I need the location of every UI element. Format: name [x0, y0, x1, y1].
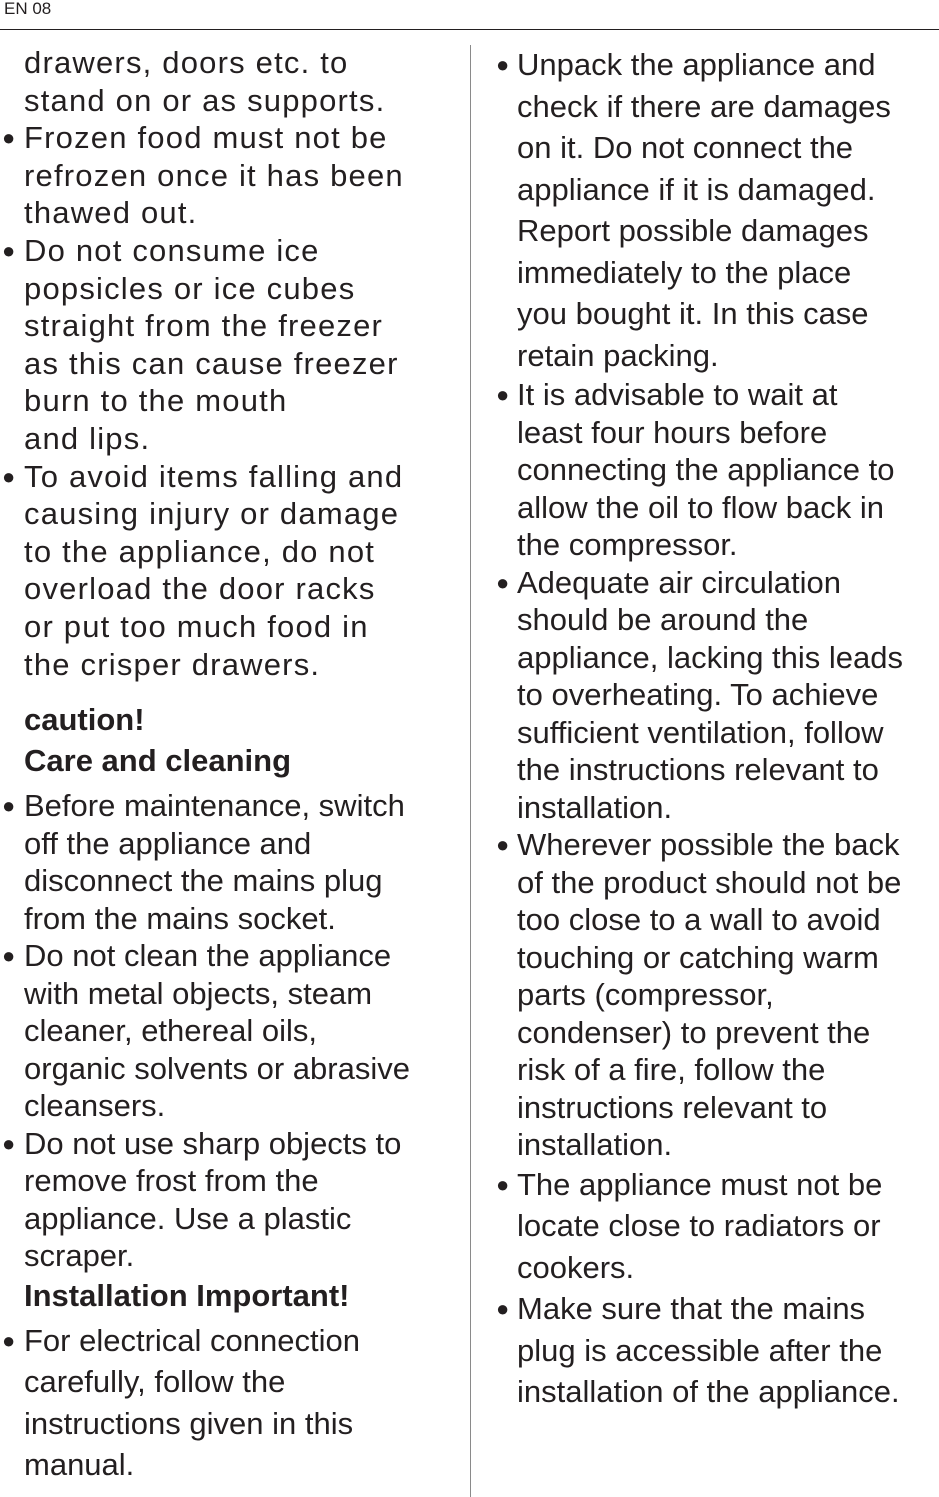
list-item: [496, 1164, 939, 1289]
list-item-text: The appliance must not be locate close to radiators or cookers.: [517, 1166, 883, 1285]
list-item-text: For electrical connection carefully, follow the instructions given in this manual.: [24, 1322, 360, 1483]
list-item: [0, 1125, 462, 1275]
list-item-text: It is advisable to wait at least four hours before connecting the appliance to allow the oil to flow back in the compressor.: [517, 377, 895, 562]
bullet-icon: ●: [2, 1327, 16, 1353]
bullet-icon: ●: [496, 569, 510, 595]
left-column: [0, 44, 462, 1486]
bullet-icon: ●: [2, 125, 17, 151]
list-item: [0, 937, 462, 1125]
bullet-icon: ●: [2, 237, 17, 263]
list-item: [496, 376, 939, 564]
list-item-text: To avoid items falling and causing injury or damage to the appliance, do not overload the door racks or put too much food in the crisper drawers.: [24, 458, 404, 682]
list-item: [0, 787, 462, 937]
right-column: [496, 44, 939, 1413]
list-item-text: Do not clean the appliance with metal objects, steam cleaner, ethereal oils, organic solvents or abrasive cleansers.: [24, 938, 410, 1124]
bullet-icon: ●: [2, 793, 16, 819]
page-number-label: EN 08: [4, 0, 52, 18]
continuation-paragraph: [0, 44, 462, 119]
bullet-icon: ●: [496, 832, 510, 857]
list-item: [0, 232, 462, 458]
list-item-text: Do not use sharp objects to remove frost from the appliance. Use a plastic scraper.: [24, 1125, 402, 1274]
list-item: [496, 44, 939, 376]
list-item: [0, 1320, 462, 1486]
bullet-icon: ●: [2, 943, 16, 969]
section-heading-installation: Installation Important!: [24, 1277, 350, 1313]
bullet-icon: ●: [496, 1171, 510, 1197]
list-item-text: Adequate air circulation should be around the appliance, lacking this leads to overheating. To achieve sufficient ventilation, follow the instructions relevant to installation.: [517, 564, 904, 825]
list-item-text: Do not consume ice popsicles or ice cubes straight from the freezer as this can cause freezer burn to the mouth and lips.: [24, 232, 399, 456]
bullet-icon: ●: [496, 382, 510, 407]
list-item: [0, 458, 462, 684]
list-item-text: Frozen food must not be refrozen once it has been thawed out.: [24, 120, 404, 231]
bullet-icon: ●: [496, 1296, 510, 1321]
header-divider: [0, 29, 939, 30]
column-divider: [470, 45, 471, 1497]
list-item-text: Make sure that the mains plug is accessible after the installation of the appliance.: [517, 1291, 900, 1409]
list-item: [496, 564, 939, 827]
bullet-icon: ●: [496, 52, 510, 77]
list-item-text: Unpack the appliance and check if there are damages on it. Do not connect the appliance if it is damaged. Report possible damages immediately to the place you bought it. In this case retain packing.: [517, 47, 891, 373]
list-item-text: Wherever possible the back of the product should not be too close to a wall to avoid touching or catching warm parts (compressor, condenser) to prevent the risk of a fire, follow the instructions relevant to installation.: [517, 827, 902, 1162]
continuation-text: drawers, doors etc. to stand on or as supports.: [24, 45, 386, 118]
list-item: [496, 1288, 939, 1413]
list-item: [496, 826, 939, 1164]
section-heading-care-cleaning: caution! Care and cleaning: [24, 702, 292, 779]
list-item-text: Before maintenance, switch off the appliance and disconnect the mains plug from the mains socket.: [24, 788, 405, 936]
list-item: [0, 119, 462, 232]
bullet-icon: ●: [2, 463, 17, 489]
bullet-icon: ●: [2, 1130, 16, 1156]
